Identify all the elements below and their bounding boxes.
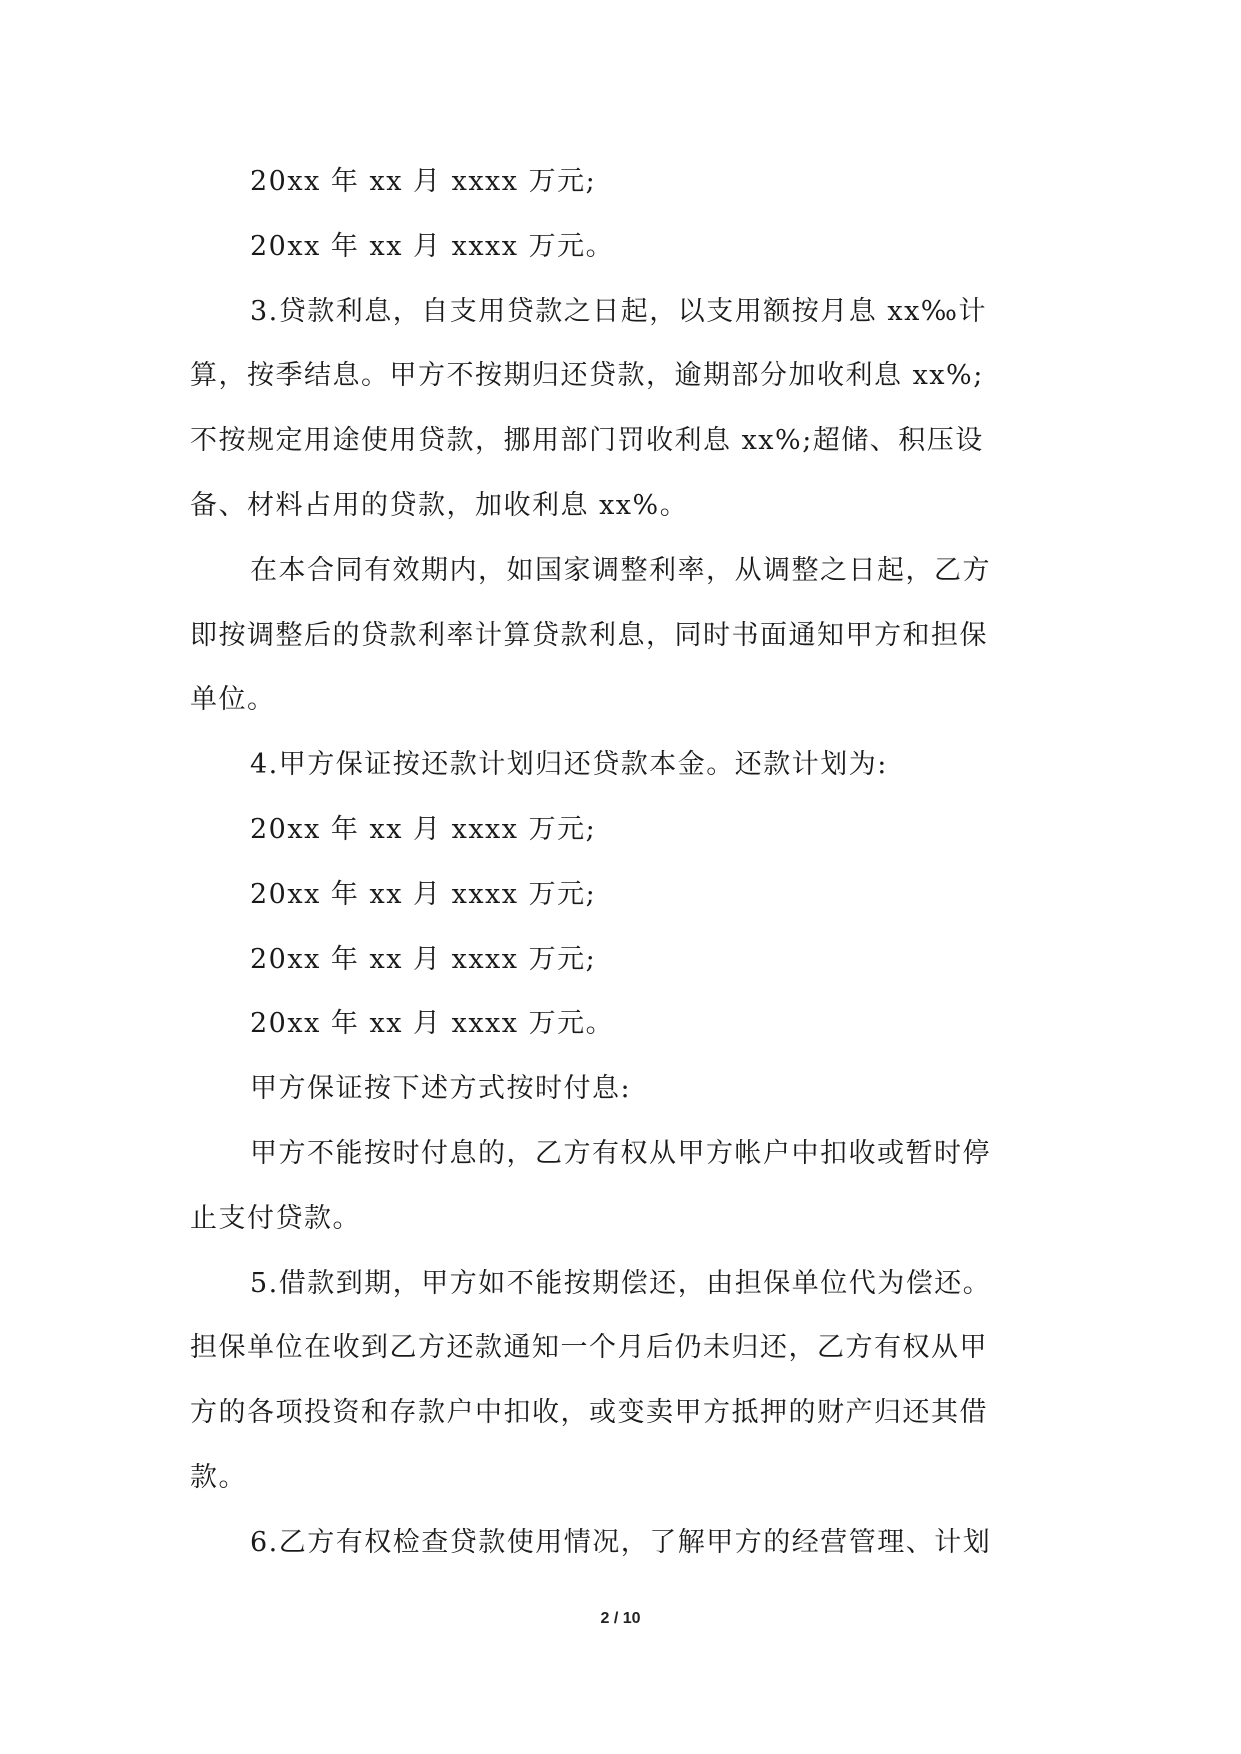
text-line: 算，按季结息。甲方不按期归还贷款，逾期部分加收利息 xx%; [190, 360, 984, 392]
text-line: 担保单位在收到乙方还款通知一个月后仍未归还，乙方有权从甲 [190, 1332, 988, 1364]
text-line: 方的各项投资和存款户中扣收，或变卖甲方抵押的财产归还其借 [190, 1397, 988, 1429]
text-line: 即按调整后的贷款利率计算贷款利息，同时书面通知甲方和担保 [190, 619, 988, 651]
text-line: 20xx 年 xx 月 xxxx 万元; [250, 166, 597, 197]
document-body [190, 150, 1050, 1576]
text-line: 止支付贷款。 [190, 1202, 361, 1234]
text-line: 20xx 年 xx 月 xxxx 万元; [250, 943, 597, 975]
text-line: 20xx 年 xx 月 xxxx 万元; [250, 878, 597, 910]
text-line: 20xx 年 xx 月 xxxx 万元; [250, 813, 597, 845]
text-line: 20xx 年 xx 月 xxxx 万元。 [250, 230, 615, 262]
text-line: 不按规定用途使用贷款，挪用部门罚收利息 xx%;超储、积压设 [190, 425, 984, 457]
text-line: 甲方不能按时付息的，乙方有权从甲方帐户中扣收或暂时停 [250, 1137, 991, 1169]
text-line: 3.贷款利息，自支用贷款之日起，以支用额按月息 xx‰计 [250, 295, 988, 327]
text-line: 单位。 [190, 684, 276, 716]
page-number: 2 / 10 [600, 1610, 641, 1627]
text-line: 在本合同有效期内，如国家调整利率，从调整之日起，乙方 [250, 554, 991, 586]
text-line: 4.甲方保证按还款计划归还贷款本金。还款计划为: [250, 749, 888, 781]
text-line: 款。 [190, 1461, 247, 1493]
text-line: 备、材料占用的贷款，加收利息 xx%。 [190, 489, 689, 521]
text-line: 甲方保证按下述方式按时付息: [250, 1073, 632, 1105]
text-line: 20xx 年 xx 月 xxxx 万元。 [250, 1008, 615, 1040]
text-line: 5.借款到期，甲方如不能按期偿还，由担保单位代为偿还。 [250, 1267, 992, 1299]
text-line: 6.乙方有权检查贷款使用情况，了解甲方的经营管理、计划 [250, 1526, 992, 1558]
